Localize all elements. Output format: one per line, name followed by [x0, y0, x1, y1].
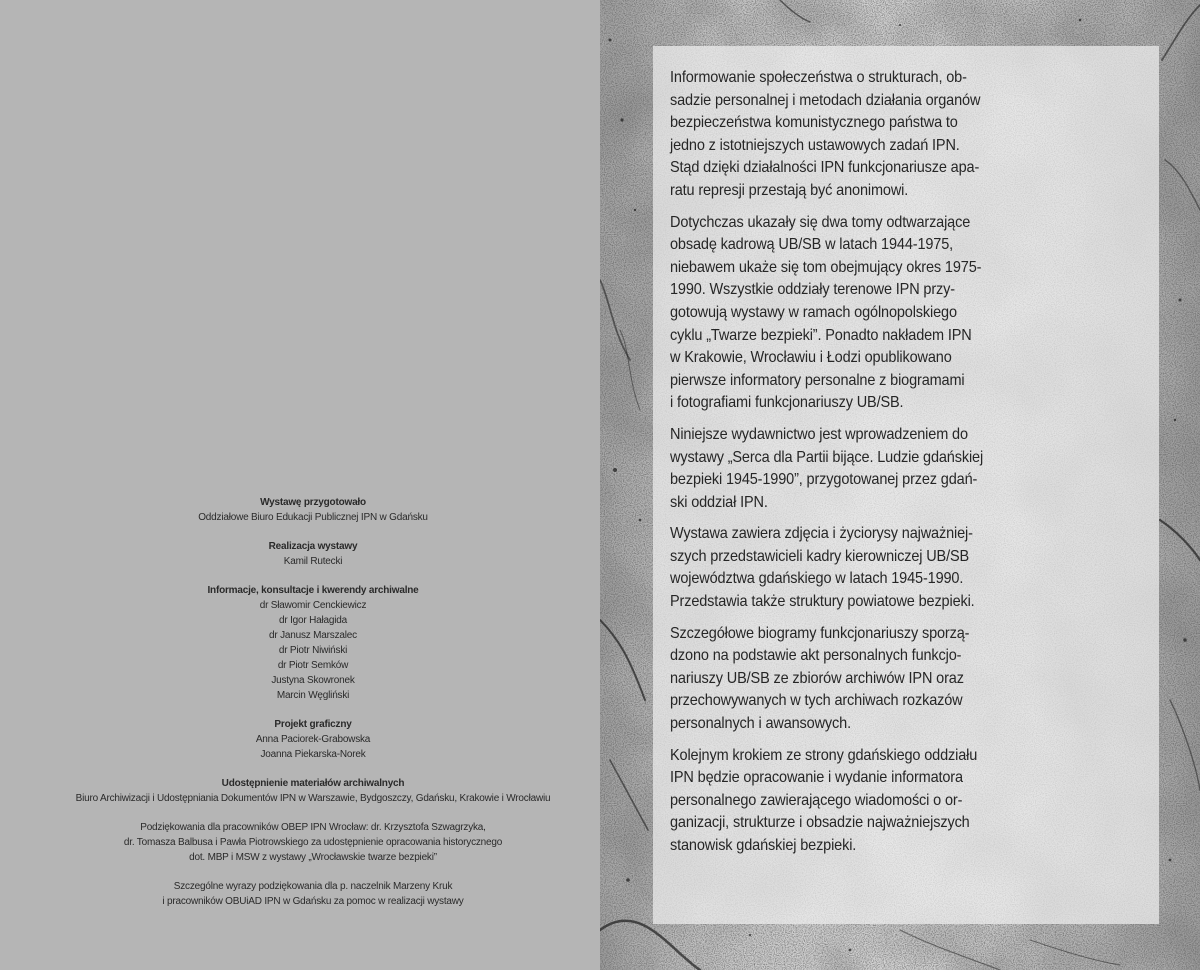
text-line: Niniejsze wydawnictwo jest wprowadzeniem do [670, 425, 968, 443]
acknowledgement-block [0, 879, 626, 909]
credit-block [0, 539, 626, 569]
credit-line: Kamil Rutecki [283, 556, 343, 567]
text-line: wystawy „Serca dla Partii bijące. Ludzie gdańskiej [670, 448, 984, 466]
credit-block [0, 495, 626, 525]
text-line: Dotychczas ukazały się dwa tomy odtwarzające [670, 213, 971, 231]
paragraph [670, 212, 1016, 415]
text-line: województwa gdańskiego w latach 1945-1990. [670, 570, 964, 588]
credit-line: dr Piotr Niwiński [278, 645, 348, 656]
credit-block [0, 776, 626, 806]
text-line: ski oddział IPN. [670, 493, 768, 511]
text-line: w Krakowie, Wrocławiu i Łodzi opublikowano [670, 349, 952, 367]
credit-line: dr. Tomasza Balbusa i Pawła Piotrowskiego za udostępnienie opracowania historycznego [123, 837, 503, 848]
credit-line: dr Janusz Marszalec [269, 630, 357, 641]
credit-line: dot. MBP i MSW z wystawy „Wrocławskie twarze bezpieki” [189, 852, 437, 863]
credit-heading: Wystawę przygotowało [260, 497, 366, 508]
credit-heading: Udostępnienie materiałów archiwalnych [221, 778, 405, 789]
text-line: IPN będzie opracowanie i wydanie informatora [670, 769, 963, 787]
text-line: pierwsze informatory personalne z biogramami [670, 371, 965, 389]
credit-line: dr Igor Hałagida [279, 615, 347, 626]
text-line: przechowywanych w tych archiwach rozkazów [670, 692, 963, 710]
intro-text [670, 67, 1016, 867]
text-line: szych przedstawicieli kadry kierowniczej UB/SB [670, 547, 970, 565]
credit-line: Anna Paciorek-Grabowska [255, 734, 371, 745]
credit-heading: Realizacja wystawy [268, 541, 358, 552]
credit-line: dr Sławomir Cenckiewicz [259, 600, 367, 611]
paragraph [670, 523, 1016, 613]
credits-section [0, 495, 626, 923]
credit-line: Justyna Skowronek [271, 675, 355, 686]
text-line: jedno z istotniejszych ustawowych zadań IPN. [670, 136, 960, 154]
text-line: Kolejnym krokiem ze strony gdańskiego oddziału [670, 746, 978, 764]
text-line: i fotografiami funkcjonariuszy UB/SB. [670, 394, 904, 412]
text-line: stanowisk gdańskiej bezpieki. [670, 837, 857, 854]
credit-heading: Informacje, konsultacje i kwerendy archiwalne [207, 585, 419, 596]
text-line: sadzie personalnej i metodach działania organów [670, 91, 981, 109]
text-line: Szczegółowe biogramy funkcjonariuszy sporzą- [670, 624, 970, 642]
text-line: Wystawa zawiera zdjęcia i życiorysy najważniej- [670, 525, 973, 543]
text-line: 1990. Wszystkie oddziały terenowe IPN przy- [670, 281, 955, 299]
text-line: personalnego zawierającego wiadomości o or- [670, 791, 963, 809]
text-line: obsadę kadrową UB/SB w latach 1944-1975, [670, 236, 954, 254]
credit-block [0, 717, 626, 762]
paragraph [670, 745, 1016, 858]
credit-line: Oddziałowe Biuro Edukacji Publicznej IPN w Gdańsku [198, 512, 428, 523]
credit-line: Marcin Węgliński [276, 690, 350, 701]
text-line: ganizacji, strukturze i obsadzie najważniejszych [670, 814, 970, 832]
text-line: bezpieki 1945-1990”, przygotowanej przez gdań- [670, 471, 978, 489]
credit-line: i pracowników OBUiAD IPN w Gdańsku za pomoc w realizacji wystawy [162, 896, 464, 907]
acknowledgement-block [0, 820, 626, 865]
text-line: bezpieczeństwa komunistycznego państwa to [670, 114, 958, 132]
credit-line: Podziękowania dla pracowników OBEP IPN Wrocław: dr. Krzysztofa Szwagrzyka, [140, 822, 486, 833]
text-line: ratu represji przestają być anonimowi. [670, 181, 909, 199]
credit-line: Szczególne wyrazy podziękowania dla p. naczelnik Marzeny Kruk [173, 881, 453, 892]
credit-line: dr Piotr Semków [277, 660, 349, 671]
credit-heading: Projekt graficzny [274, 719, 352, 730]
text-line: cyklu „Twarze bezpieki”. Ponadto nakładem IPN [670, 326, 972, 344]
text-line: Stąd dzięki działalności IPN funkcjonariusze apa- [670, 159, 980, 177]
text-line: niebawem ukaże się tom obejmujący okres 1975- [670, 258, 982, 276]
text-line: dzono na podstawie akt personalnych funkcjo- [670, 647, 962, 665]
paragraph [670, 424, 1016, 514]
credit-block [0, 583, 626, 703]
credit-line: Joanna Piekarska-Norek [260, 749, 366, 760]
text-line: gotowują wystawy w ramach ogólnopolskiego [670, 303, 957, 321]
paragraph [670, 67, 1016, 203]
text-line: nariuszy UB/SB ze zbiorów archiwów IPN oraz [670, 669, 964, 687]
text-line: personalnych i awansowych. [670, 715, 851, 733]
text-line: Informowanie społeczeństwa o strukturach, ob- [670, 69, 967, 86]
credit-line: Biuro Archiwizacji i Udostępniania Dokumentów IPN w Warszawie, Bydgoszczy, Gdańsku, Krakowie i Wrocławiu [75, 793, 551, 804]
text-line: Przedstawia także struktury powiatowe bezpieki. [670, 593, 975, 611]
paragraph [670, 623, 1016, 736]
